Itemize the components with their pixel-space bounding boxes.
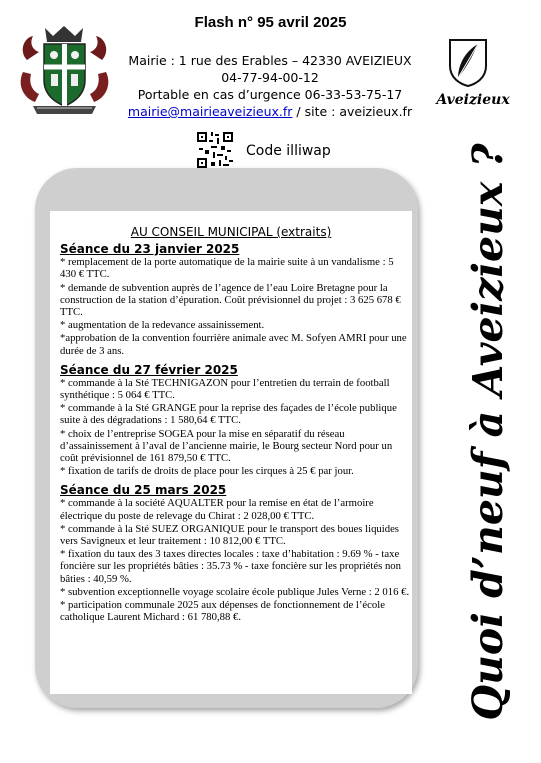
list-item: * participation communale 2025 aux dépenses de fonctionnement de l’école catholique Laurent Michard : 61 780,88 €. (60, 599, 385, 624)
logo-name: Aveizieux (436, 92, 510, 108)
session-title: Séance du 27 février 2025 (60, 362, 238, 377)
page-title: Flash n° 95 avril 2025 (194, 14, 347, 31)
list-item: *approbation de la convention fourrière animale avec M. Sofyen AMRI pour une durée de 3 ans. (60, 332, 407, 357)
list-item: * commande à la société AQUALTER pour la remise en état de l’armoire électrique du poste de relevage du Chirat : 2 028,00 € TTC. (60, 497, 374, 522)
list-item: * fixation de tarifs de droits de place pour les cirques à 25 € par jour. (60, 465, 354, 478)
list-item: * commande à la Sté GRANGE pour la reprise des façades de l’école publique suite à des dégradations : 1 580,64 € TTC. (60, 402, 397, 427)
side-title-text: Quoi d’neuf à Aveizieux ? (464, 143, 512, 721)
address-line: Mairie : 1 rue des Erables – 42330 AVEIZIEUX (128, 53, 412, 68)
contact-line (100, 104, 440, 119)
illiwap-code-label: Code illiwap (246, 143, 331, 159)
list-item: * choix de l’entreprise SOGEA pour la mise en séparatif du réseau d’assainissement à l’aval de l’ancienne mairie, le Bourg secteur Nord pour un coût prévisionnel de 161 879,50 € TTC. (60, 427, 393, 465)
feather-shield-icon (444, 36, 492, 88)
list-item: * remplacement de la porte automatique de la mairie suite à un vandalisme : 5 430 € TTC. (60, 256, 394, 281)
list-item: * fixation du taux des 3 taxes directes locales : taxe d’habitation : 9.69 % - taxe foncière sur les propriétés bâties : 35.73 % - taxe foncière sur les propriétés non bâties : 40,59 %. (60, 548, 401, 585)
website-text: / site : aveizieux.fr (292, 104, 413, 119)
qr-code-icon[interactable] (195, 130, 235, 170)
list-item: * augmentation de la redevance assainissement. (60, 319, 265, 332)
session-january (60, 242, 410, 357)
urgent-phone-line: Portable en cas d’urgence 06-33-53-75-17 (137, 87, 403, 102)
section-heading: AU CONSEIL MUNICIPAL (extraits) (130, 225, 332, 239)
session-february (60, 363, 410, 478)
phone-line: 04-77-94-00-12 (221, 70, 319, 85)
session-march (60, 483, 410, 623)
council-extracts (60, 226, 410, 624)
session-title: Séance du 23 janvier 2025 (60, 242, 240, 257)
list-item: * commande à la Sté TECHNIGAZON pour l’entretien du terrain de football synthétique : 5 064 € TTC. (60, 376, 390, 402)
email-link[interactable]: mairie@mairieaveizieux.fr (127, 104, 293, 119)
town-crest-icon (17, 22, 112, 117)
session-title: Séance du 25 mars 2025 (60, 483, 227, 498)
list-item: * demande de subvention auprès de l’agence de l’eau Loire Bretagne pour la construction de la station d’épuration. Coût prévisionnel du projet : 3 625 678 € TTC. (60, 281, 401, 319)
list-item: * subvention exceptionnelle voyage scolaire école publique Jules Verne : 2 016 €. (60, 585, 410, 598)
list-item: * commande à la Sté SUEZ ORGANIQUE pour le transport des boues liquides vers Savigneux et leur traitement : 10 812,00 € TTC. (60, 522, 399, 548)
